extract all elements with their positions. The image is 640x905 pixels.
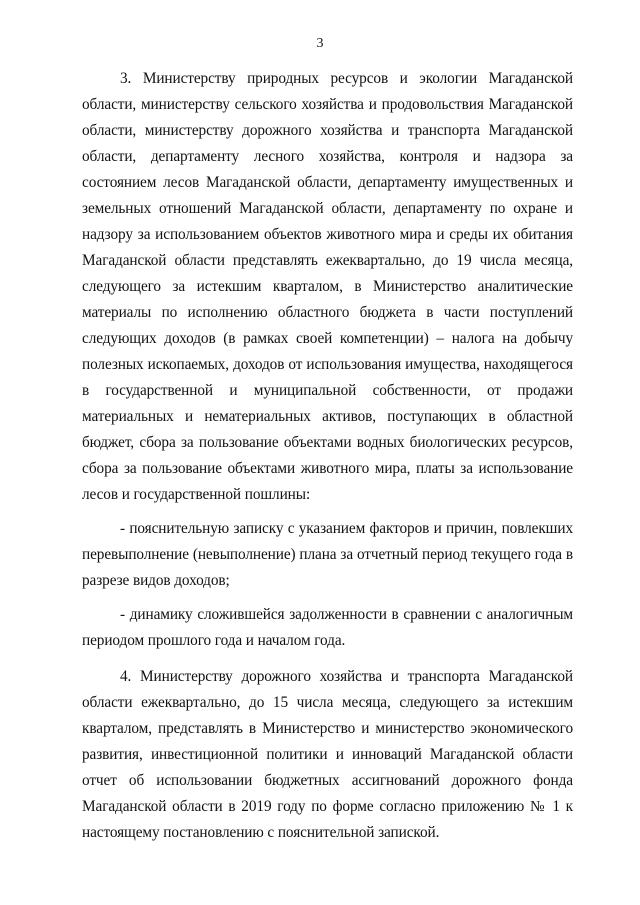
page-number: 3 — [316, 36, 324, 51]
paragraph-debt-dynamics: - динамику сложившейся задолженности в сравнении с аналогичным периодом прошлого года и началом года. — [82, 606, 573, 649]
paragraph-item-4: 4. Министерству дорожного хозяйства и транспорта Магаданской области ежеквартально, до 15 числа месяца, следующего за истекшим кварталом, представлять в Министерство и министерство экономического развития, инвестиционной политики и инноваций Магаданской области отчет об использовании бюджетных ассигнований дорожного фонда Магаданской области в 2019 году по форме согласно приложению № 1 к настоящему постановлению с пояснительной запиской. — [82, 668, 573, 841]
document-body — [82, 66, 573, 846]
paragraph-item-3: 3. Министерству природных ресурсов и экологии Магаданской области, министерству сельского хозяйства и продовольствия Магаданской области, министерству дорожного хозяйства и транспорта Магаданской области, департаменту лесного хозяйства, контроля и надзора за состоянием лесов Магаданской области, департаменту имущественных и земельных отношений Магаданской области, департаменту по охране и надзору за использованием объектов животного мира и среды их обитания Магаданской области представлять ежеквартально, до 19 числа месяца, следующего за истекшим кварталом, в Министерство аналитические материалы по исполнению областного бюджета в части поступлений следующих доходов (в рамках своей компетенции) – налога на добычу полезных ископаемых, доходов от использования имущества, находящегося в государственной и муниципальной собственности, от продажи материальных и нематериальных активов, поступающих в областной бюджет, сбора за пользование объектами водных биологических ресурсов, сбора за пользование объектами животного мира, платы за использование лесов и государственной пошлины: — [82, 70, 573, 503]
paragraph-explanatory-note: - пояснительную записку с указанием факторов и причин, повлекших перевыполнение (невыполнение) плана за отчетный период текущего года в разрезе видов доходов; — [82, 520, 573, 589]
